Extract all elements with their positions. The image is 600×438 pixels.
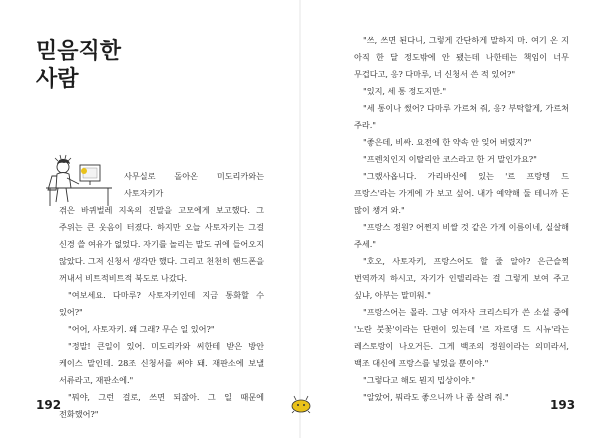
right-paragraph-10: "그렇다고 해도 뭔지 밉상이야." <box>363 375 475 385</box>
left-paragraph-6: "뭐야, 그런 걸로, 쓰면 되잖아. 그 일 때문에 전화했어?" <box>59 392 264 419</box>
left-paragraph-1: 사무실로 돌아온 미도리카와는 사토자키가 <box>124 171 264 198</box>
right-paragraph-2: "있지, 세 통 정도지만." <box>363 86 447 96</box>
right-paragraph-8: "호오, 사토자키, 프랑스어도 할 줄 알아? 은근슬쩍 번역까지 하시고, 자기가 인텔리라는 걸 그렇게 보여 주고 싶냐, 아부는 말미워." <box>354 256 569 300</box>
right-paragraph-11: "알았어, 뭐라도 좋으니까 나 좀 살려 줘." <box>363 392 509 402</box>
page-number-left: 192 <box>36 398 62 412</box>
left-body <box>59 202 264 423</box>
page-number-right: 193 <box>550 398 576 412</box>
person-at-desk-illustration <box>36 150 120 210</box>
right-paragraph-4: "좋은데, 비싸. 요전에 한 약속 안 잊어 버렸지?" <box>363 137 532 147</box>
left-paragraph-3: "여보세요. 다마루? 사토자키인데 지금 통화할 수 있어?" <box>59 290 264 317</box>
right-paragraph-9: "프랑스어는 몰라. 그냥 여자사 크리스티가 쓴 소설 중에 '노란 붓꽃'이라는 단편이 있는데 '르 자르댕 드 시뉴'라는 레스토랑이 나오거든. 그게 백조의 정원이라는 의미라서, 백조 대신에 프랑스를 넣었을 뿐이야." <box>354 307 569 368</box>
left-paragraph-2: 겪은 바퀴벌레 지옥의 진말을 고모에게 보고했다. 그 주위는 큰 웃음이 터졌다. 하지만 오늘 사토자키는 그걸 신경 쓸 여유가 없었다. 자기를 놀리는 말도 귀에 들어오지 않았다. 그저 신청서 생각만 했다. 그리고 천천히 핸드폰을 꺼내서 비트적비트적 북도로 나갔다. <box>59 205 264 283</box>
folio-mascot-icon <box>288 394 314 414</box>
right-paragraph-7: "프랑스 정원? 어쩐지 비쌀 것 같은 가게 이름이네, 실살해 주세." <box>354 222 569 249</box>
right-paragraph-3: "세 통이나 썼어? 다마루 가르쳐 줘, 응? 부탁할게, 가르쳐 주라." <box>354 103 569 130</box>
left-paragraph-4: "어어, 사토자키. 왜 그래? 무슨 일 있어?" <box>68 324 215 334</box>
left-paragraph-5: "정말! 큰일이 있어. 미도리카와 씨한테 받은 방안 케이스 말인데. 28조 신청서를 써야 돼. 재판소에 보낼 서류라고, 재판소에." <box>59 341 264 385</box>
right-paragraph-5: "프렌치인지 이탈리안 코스라고 한 거 말인가요?" <box>363 154 537 164</box>
right-paragraph-1: "쓰, 쓰면 된다니, 그렇게 간단하게 말하지 마. 여기 온 지 아직 한 달 정도밖에 안 됐는데 나한테는 책임이 너무 무겁다고, 응? 다마루, 너 신청서 쓴 적 있어?" <box>354 35 569 79</box>
right-paragraph-6: "그랬사옵니다. 가리바신에 있는 '르 프랑텡 드 프랑스'라는 가게에 가 보고 싶어. 내가 예약해 둘 테니까 돈 많이 챙겨 와." <box>354 171 569 215</box>
chapter-title-line1: 믿음직한 <box>36 39 122 64</box>
chapter-title <box>36 38 121 94</box>
right-body <box>354 32 569 406</box>
chapter-title-line2: 사람 <box>36 67 79 92</box>
